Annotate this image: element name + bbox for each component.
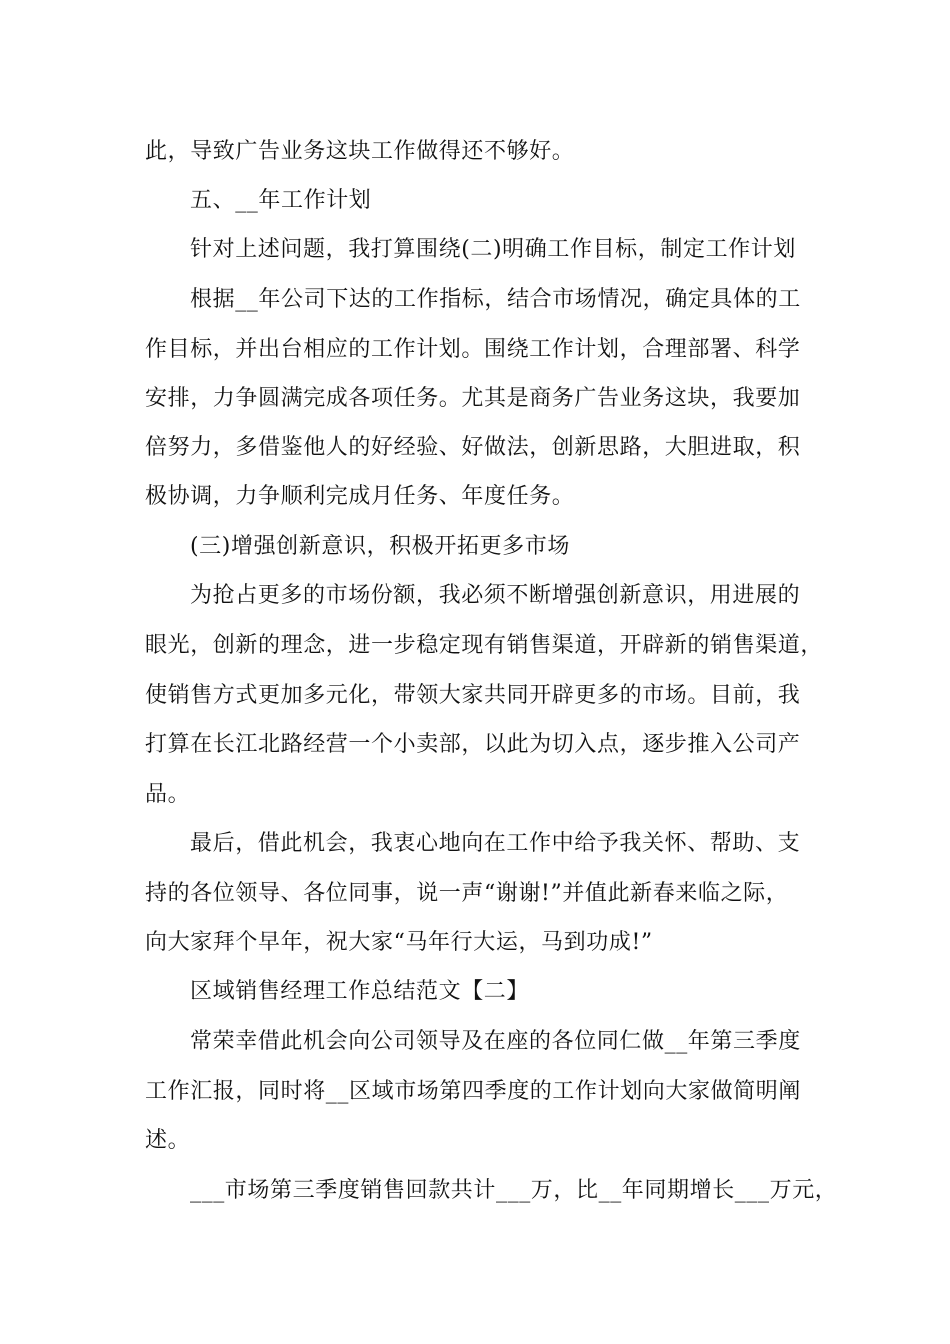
text-line: 持的各位领导、各位同事，说一声“谢谢!”并值此新春来临之际， bbox=[145, 881, 789, 906]
text-line: 工作汇报，同时将__区域市场第四季度的工作计划向大家做简明阐 bbox=[145, 1079, 802, 1104]
text-line: 极协调，力争顺利完成月任务、年度任务。 bbox=[145, 484, 575, 509]
text-line: ___市场第三季度销售回款共计___万，比__年同期增长___万元， bbox=[190, 1178, 838, 1203]
text-line: 使销售方式更加多元化，带领大家共同开辟更多的市场。目前，我 bbox=[145, 683, 801, 708]
text-line: 此，导致广告业务这块工作做得还不够好。 bbox=[145, 139, 575, 164]
text-line: 作目标，并出台相应的工作计划。围绕工作计划，合理部署、科学 bbox=[145, 337, 801, 362]
text-line: 为抢占更多的市场份额，我必须不断增强创新意识，用进展的 bbox=[190, 583, 801, 608]
section-heading: 五、__年工作计划 bbox=[190, 188, 372, 213]
text-line: 眼光，创新的理念，进一步稳定现有销售渠道，开辟新的销售渠道， bbox=[145, 633, 824, 658]
text-line: 常荣幸借此机会向公司领导及在座的各位同仁做__年第三季度 bbox=[190, 1029, 801, 1054]
text-line: 向大家拜个早年，祝大家“马年行大运，马到功成!” bbox=[145, 930, 653, 955]
section-heading: 区域销售经理工作总结范文【二】 bbox=[190, 979, 530, 1004]
section-heading: (三)增强创新意识，积极开拓更多市场 bbox=[190, 534, 570, 559]
text-line: 安排，力争圆满完成各项任务。尤其是商务广告业务这块，我要加 bbox=[145, 386, 801, 411]
text-line: 倍努力，多借鉴他人的好经验、好做法，创新思路，大胆进取，积 bbox=[145, 435, 801, 460]
text-line: 打算在长江北路经营一个小卖部，以此为切入点，逐步推入公司产 bbox=[145, 732, 801, 757]
text-line: 述。 bbox=[145, 1128, 191, 1153]
text-line: 品。 bbox=[145, 782, 191, 807]
text-line: 最后，借此机会，我衷心地向在工作中给予我关怀、帮助、支 bbox=[190, 831, 801, 856]
text-line: 针对上述问题，我打算围绕(二)明确工作目标，制定工作计划 bbox=[190, 237, 796, 262]
text-line: 根据__年公司下达的工作指标，结合市场情况，确定具体的工 bbox=[190, 287, 801, 312]
